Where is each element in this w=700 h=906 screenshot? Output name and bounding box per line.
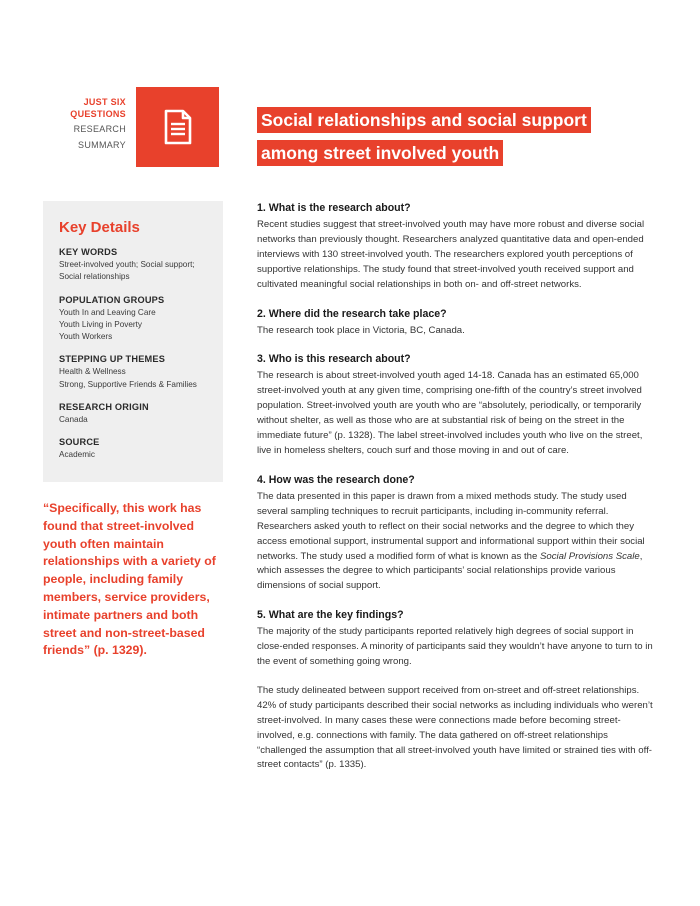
document-icon [163,109,193,145]
key-section-heading: POPULATION GROUPS [59,294,165,305]
brand-sub-line2: SUMMARY [78,139,126,150]
question-paragraph: The majority of the study participants reported relatively high degrees of social support in close-ended responses. A minority of participants said they wouldn’t have anyone to turn to in the event of something going wrong. [257,626,653,668]
question-block-5 [257,608,657,773]
key-details-panel [43,201,223,482]
brand-label [60,97,126,151]
question-block-3 [257,352,657,458]
key-section-origin [59,402,219,426]
key-section-line: Youth Workers [59,332,113,342]
key-section-heading: RESEARCH ORIGIN [59,402,149,413]
question-paragraph: Recent studies suggest that street-involved youth may have more robust and diverse social networks than previously thought. Researchers analyzed quantitative data and open-ended interviews with 130 street-involved youth. The researchers explored youth perceptions of supportive relationships. The study found that street-involved youth received support and cultivated meaningful social relationships in both on- and off-street networks. [257,219,645,290]
key-section-heading: SOURCE [59,437,100,448]
key-section-line: Health & Wellness [59,367,126,377]
question-block-4 [257,473,657,594]
title-line-2: among street involved youth [257,140,503,166]
question-paragraph: The study delineated between support received from on-street and off-street relationships. 42% of study participants described their social networks as including individuals who weren’t street-involved. In many cases these were connections made before becoming street-involved, e.g. connections with family. The data gathered on off-street relationships “challenged the assumption that all street-involved youth have limited or strained ties with off-street contacts” (p. 1335). [257,684,653,771]
key-section-source [59,437,219,461]
question-heading: 4. How was the research done? [257,473,415,486]
question-paragraph: The research took place in Victoria, BC, Canada. [257,324,465,336]
paragraph-text: The data presented in this paper is drawn from a mixed methods study. The study used several sampling techniques to recruit participants, including in-community referral. Researchers asked youth to reflect on their social networks and the degree to which they access emotional support, instrumental support and informational support within their social networks. The study used a modified form of what is known as the [257,490,645,562]
key-section-heading: KEY WORDS [59,247,118,257]
key-section-population-groups [59,295,219,344]
main-content [257,201,657,787]
question-paragraph [257,490,657,594]
title-line-1: Social relationships and social support [257,107,591,133]
key-details-sections [59,247,219,473]
key-section-line: Social relationships [59,272,130,282]
brand-sub-line1: RESEARCH [73,124,126,134]
key-section-line: Street-involved youth; Social support; [59,260,195,269]
pull-quote: “Specifically, this work has found that street-involved youth often maintain relationships with a variety of people, including family members, service providers, intimate partners and both street and non-street-based friends” (p. 1329). [43,501,216,658]
paragraph-text: , which assesses the degree to which participants’ social relationships provide various dimensions of social support. [257,550,643,592]
key-section-line: Strong, Supportive Friends & Families [59,379,197,389]
key-section-line: Youth Living in Poverty [59,319,142,329]
question-block-2 [257,307,657,339]
key-section-keywords [59,247,219,284]
question-paragraph: The research is about street-involved youth aged 14-18. Canada has an estimated 65,000 street-involved youth at any given time, comprising one-fifth of the country’s street involved population. Street-involved youth are youth who are “absolutely, periodically, or temporarily without shelter, as well as those who are at substantial risk of being on the street in the immediate future” (p. 1328). The label street-involved includes youth who live on the street, live in homeless shelters, couch surf and those moving in and out of care. [257,370,643,456]
key-section-line: Canada [59,415,88,425]
brand-logo-box [136,87,219,167]
question-block-1 [257,201,657,293]
brand-title-line2: QUESTIONS [70,108,126,119]
key-section-line: Youth In and Leaving Care [59,307,156,317]
key-section-themes [59,354,219,391]
page-title [257,107,597,173]
brand-title-line1: JUST SIX [83,97,126,107]
scale-name: Social Provisions Scale [539,550,640,562]
question-heading: 5. What are the key findings? [257,609,404,622]
question-heading: 3. Who is this research about? [257,353,411,366]
key-details-title: Key Details [59,219,140,236]
question-heading: 1. What is the research about? [257,202,411,214]
key-section-line: Academic [59,450,95,460]
key-section-heading: STEPPING UP THEMES [59,354,166,365]
question-heading: 2. Where did the research take place? [257,307,447,320]
